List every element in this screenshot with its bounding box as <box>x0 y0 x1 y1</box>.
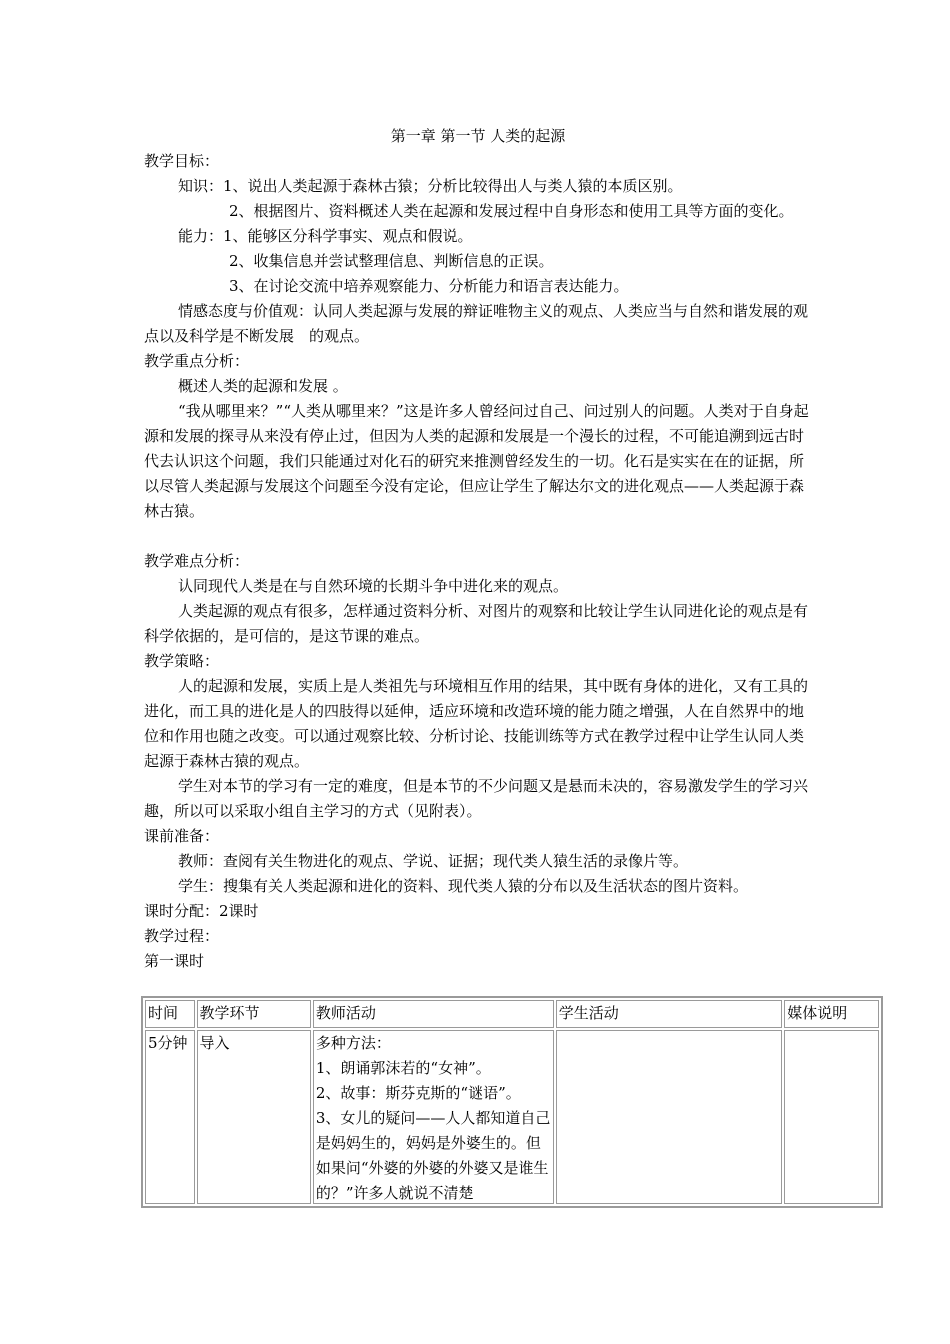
strategy-2: 学生对本节的学习有一定的难度，但是本节的不少问题又是悬而未决的，容易激发学生的学习兴趣，所以可以采取小组自主学习的方式（见附表）。 <box>144 777 809 820</box>
strategy-heading: 教学策略： <box>144 652 220 670</box>
knowledge-2: 2、根据图片、资料概述人类在起源和发展过程中自身形态和使用工具等方面的变化。 <box>229 202 794 220</box>
document-body <box>144 124 812 974</box>
difficulties-heading: 教学难点分析： <box>144 552 250 570</box>
preparation-heading: 课前准备： <box>144 827 220 845</box>
header-time: 时间 <box>145 1000 195 1028</box>
header-student-activity: 学生活动 <box>556 1000 782 1028</box>
hours-allocation: 课时分配：2课时 <box>144 902 259 920</box>
key-points-heading: 教学重点分析： <box>144 352 250 370</box>
student-activity-value <box>559 1031 779 1203</box>
cell-media <box>784 1030 879 1204</box>
key-point-1: 概述人类的起源和发展 。 <box>178 377 348 395</box>
knowledge-1: 知识：1、说出人类起源于森林古猿；分析比较得出人与类人猿的本质区别。 <box>178 177 683 195</box>
page-title: 第一章 第一节 人类的起源 <box>390 127 566 145</box>
header-teacher-activity: 教师活动 <box>313 1000 554 1028</box>
media-value <box>787 1031 876 1203</box>
header-media: 媒体说明 <box>784 1000 879 1028</box>
difficulty-1: 认同现代人类是在与自然环境的长期斗争中进化来的观点。 <box>178 577 569 595</box>
cell-time <box>145 1030 195 1204</box>
table-row <box>145 1030 879 1204</box>
first-lesson-label: 第一课时 <box>144 952 205 970</box>
stage-value: 导入 <box>199 1034 230 1052</box>
preparation-student: 学生：搜集有关人类起源和进化的资料、现代类人猿的分布以及生活状态的图片资料。 <box>178 877 749 895</box>
cell-student-activity <box>556 1030 782 1204</box>
header-stage: 教学环节 <box>197 1000 311 1028</box>
ability-1: 能力：1、能够区分科学事实、观点和假说。 <box>178 227 473 245</box>
process-heading: 教学过程： <box>144 927 220 945</box>
ability-2: 2、收集信息并尝试整理信息、判断信息的正误。 <box>229 252 554 270</box>
ability-3: 3、在讨论交流中培养观察能力、分析能力和语言表达能力。 <box>229 277 629 295</box>
goals-heading: 教学目标： <box>144 152 220 170</box>
difficulty-2: 人类起源的观点有很多，怎样通过资料分析、对图片的观察和比较让学生认同进化论的观点是有科学依据的，是可信的，是这节课的难点。 <box>144 602 809 645</box>
blank-line <box>144 524 812 549</box>
teacher-activity-value: 多种方法： 1、朗诵郭沫若的“女神”。 2、故事：斯芬克斯的“谜语”。 3、女儿的疑问——人人都知道自己是妈妈生的，妈妈是外婆生的。但如果问“外婆的外婆的外婆又是谁生的？”许多人就说不清楚 <box>315 1034 551 1202</box>
table-header-row <box>145 1000 879 1028</box>
preparation-teacher: 教师：查阅有关生物进化的观点、学说、证据；现代类人猿生活的录像片等。 <box>178 852 689 870</box>
emotion-goal: 情感态度与价值观：认同人类起源与发展的辩证唯物主义的观点、人类应当与自然和谐发展的观点以及科学是不断发展 的观点。 <box>144 302 809 345</box>
strategy-1: 人的起源和发展，实质上是人类祖先与环境相互作用的结果，其中既有身体的进化，又有工具的进化，而工具的进化是人的四肢得以延伸，适应环境和改造环境的能力随之增强，人在自然界中的地位和作用也随之改变。可以通过观察比较、分析讨论、技能训练等方式在教学过程中让学生认同人类起源于森林古猿的观点。 <box>144 677 809 770</box>
cell-teacher-activity <box>313 1030 554 1204</box>
cell-stage <box>197 1030 311 1204</box>
lesson-table <box>141 996 883 1208</box>
time-value: 5分钟 <box>148 1034 188 1052</box>
key-point-2: “我从哪里来？”“人类从哪里来？”这是许多人曾经问过自己、问过别人的问题。人类对于自身起源和发展的探寻从来没有停止过，但因为人类的起源和发展是一个漫长的过程，不可能追溯到远古时代去认识这个问题，我们只能通过对化石的研究来推测曾经发生的一切。化石是实实在在的证据，所以尽管人类起源与发展这个问题至今没有定论，但应让学生了解达尔文的进化观点——人类起源于森林古猿。 <box>144 402 809 520</box>
